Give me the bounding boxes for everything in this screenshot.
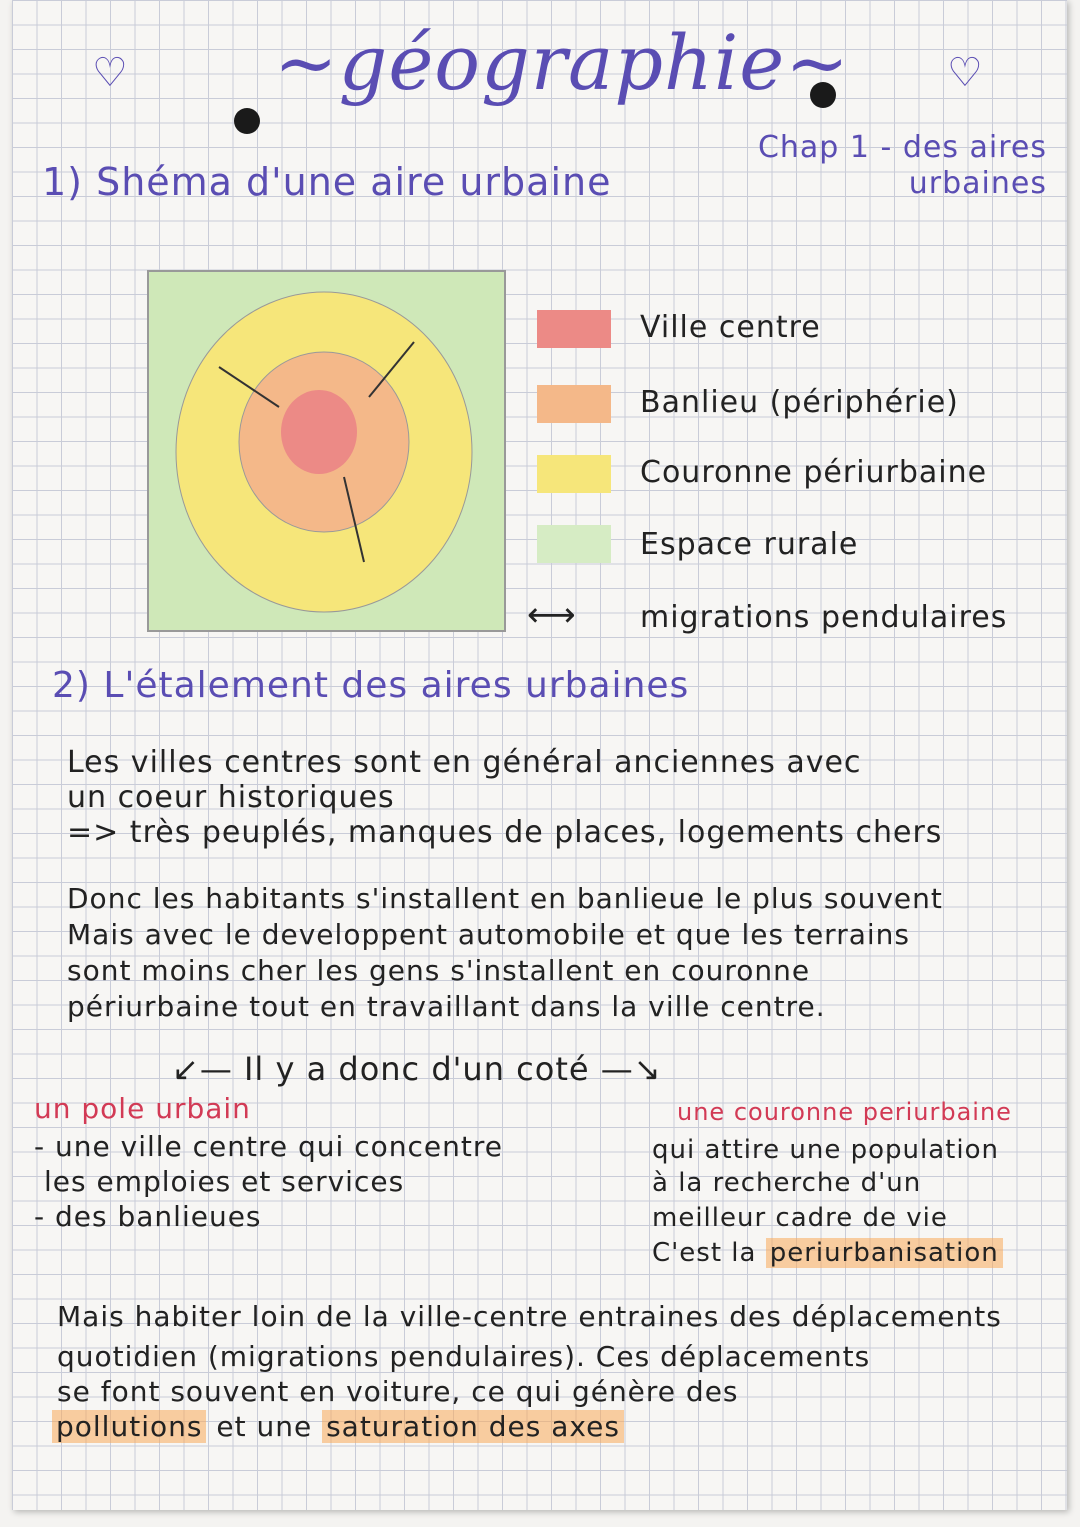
text-line: quotidien (migrations pendulaires). Ces déplacements [57,1340,871,1373]
split-text: Il y a donc d'un coté [243,1050,590,1088]
legend-swatch-espace-rurale [537,525,611,563]
page-title: ~géographie~ [274,18,850,107]
text-line: les emploies et services [44,1165,405,1198]
text-line: meilleur cadre de vie [652,1203,948,1233]
text-line: Mais habiter loin de la ville-centre entraines des déplacements [57,1300,1002,1333]
legend-label: migrations pendulaires [640,600,1008,635]
highlight-periurbanisation: periurbanisation [766,1238,1003,1268]
conclusion-text: C'est la [652,1238,757,1268]
chapter-title: Chap 1 - des aires urbaines [757,130,1047,201]
text-line: - une ville centre qui concentre [34,1130,503,1163]
text-line: sont moins cher les gens s'installent en couronne [67,954,811,987]
legend-label: Banlieu (périphérie) [640,385,959,420]
left-column-title: un pole urbain [34,1092,251,1125]
text-line: Les villes centres sont en général anciennes avec [67,745,862,780]
heart-icon: ♡ [947,50,983,96]
text-line: un coeur historiques [67,780,395,815]
text-line [652,1238,1003,1268]
text-line: Donc les habitants s'installent en banlieue le plus souvent [67,882,943,915]
text-line: à la recherche d'un [652,1168,922,1198]
text-line: => très peuplés, manques de places, logements chers [67,815,943,850]
legend-swatch-couronne [537,455,611,493]
section1-heading: 1) Shéma d'une aire urbaine [42,160,612,204]
double-arrow-icon: ⟷ [527,595,577,635]
highlight-pollutions: pollutions [52,1410,206,1443]
legend-swatch-banlieu [537,385,611,423]
right-column-title: une couronne periurbaine [677,1098,1012,1126]
legend-label: Espace rurale [640,527,859,562]
notebook-page [12,0,1067,1510]
urban-area-diagram [147,270,506,632]
text: et une [216,1410,313,1443]
section2-heading: 2) L'étalement des aires urbaines [52,665,690,706]
legend-label: Ville centre [640,310,821,345]
text-line: qui attire une population [652,1135,999,1165]
legend-swatch-ville-centre [537,310,611,348]
text-line [52,1410,624,1443]
zone-ville-centre [281,390,357,474]
highlight-saturation: saturation des axes [322,1410,624,1443]
binder-hole [234,108,260,134]
text-line: se font souvent en voiture, ce qui génère des [57,1375,739,1408]
split-line: ↙— Il y a donc d'un coté —↘ [172,1050,662,1088]
heart-icon: ♡ [92,50,128,96]
legend-label: Couronne périurbaine [640,455,988,490]
text-line: périurbaine tout en travaillant dans la ville centre. [67,990,826,1023]
concentric-zones [149,272,504,630]
text-line: Mais avec le developpent automobile et que les terrains [67,918,910,951]
text-line: - des banlieues [34,1200,262,1233]
